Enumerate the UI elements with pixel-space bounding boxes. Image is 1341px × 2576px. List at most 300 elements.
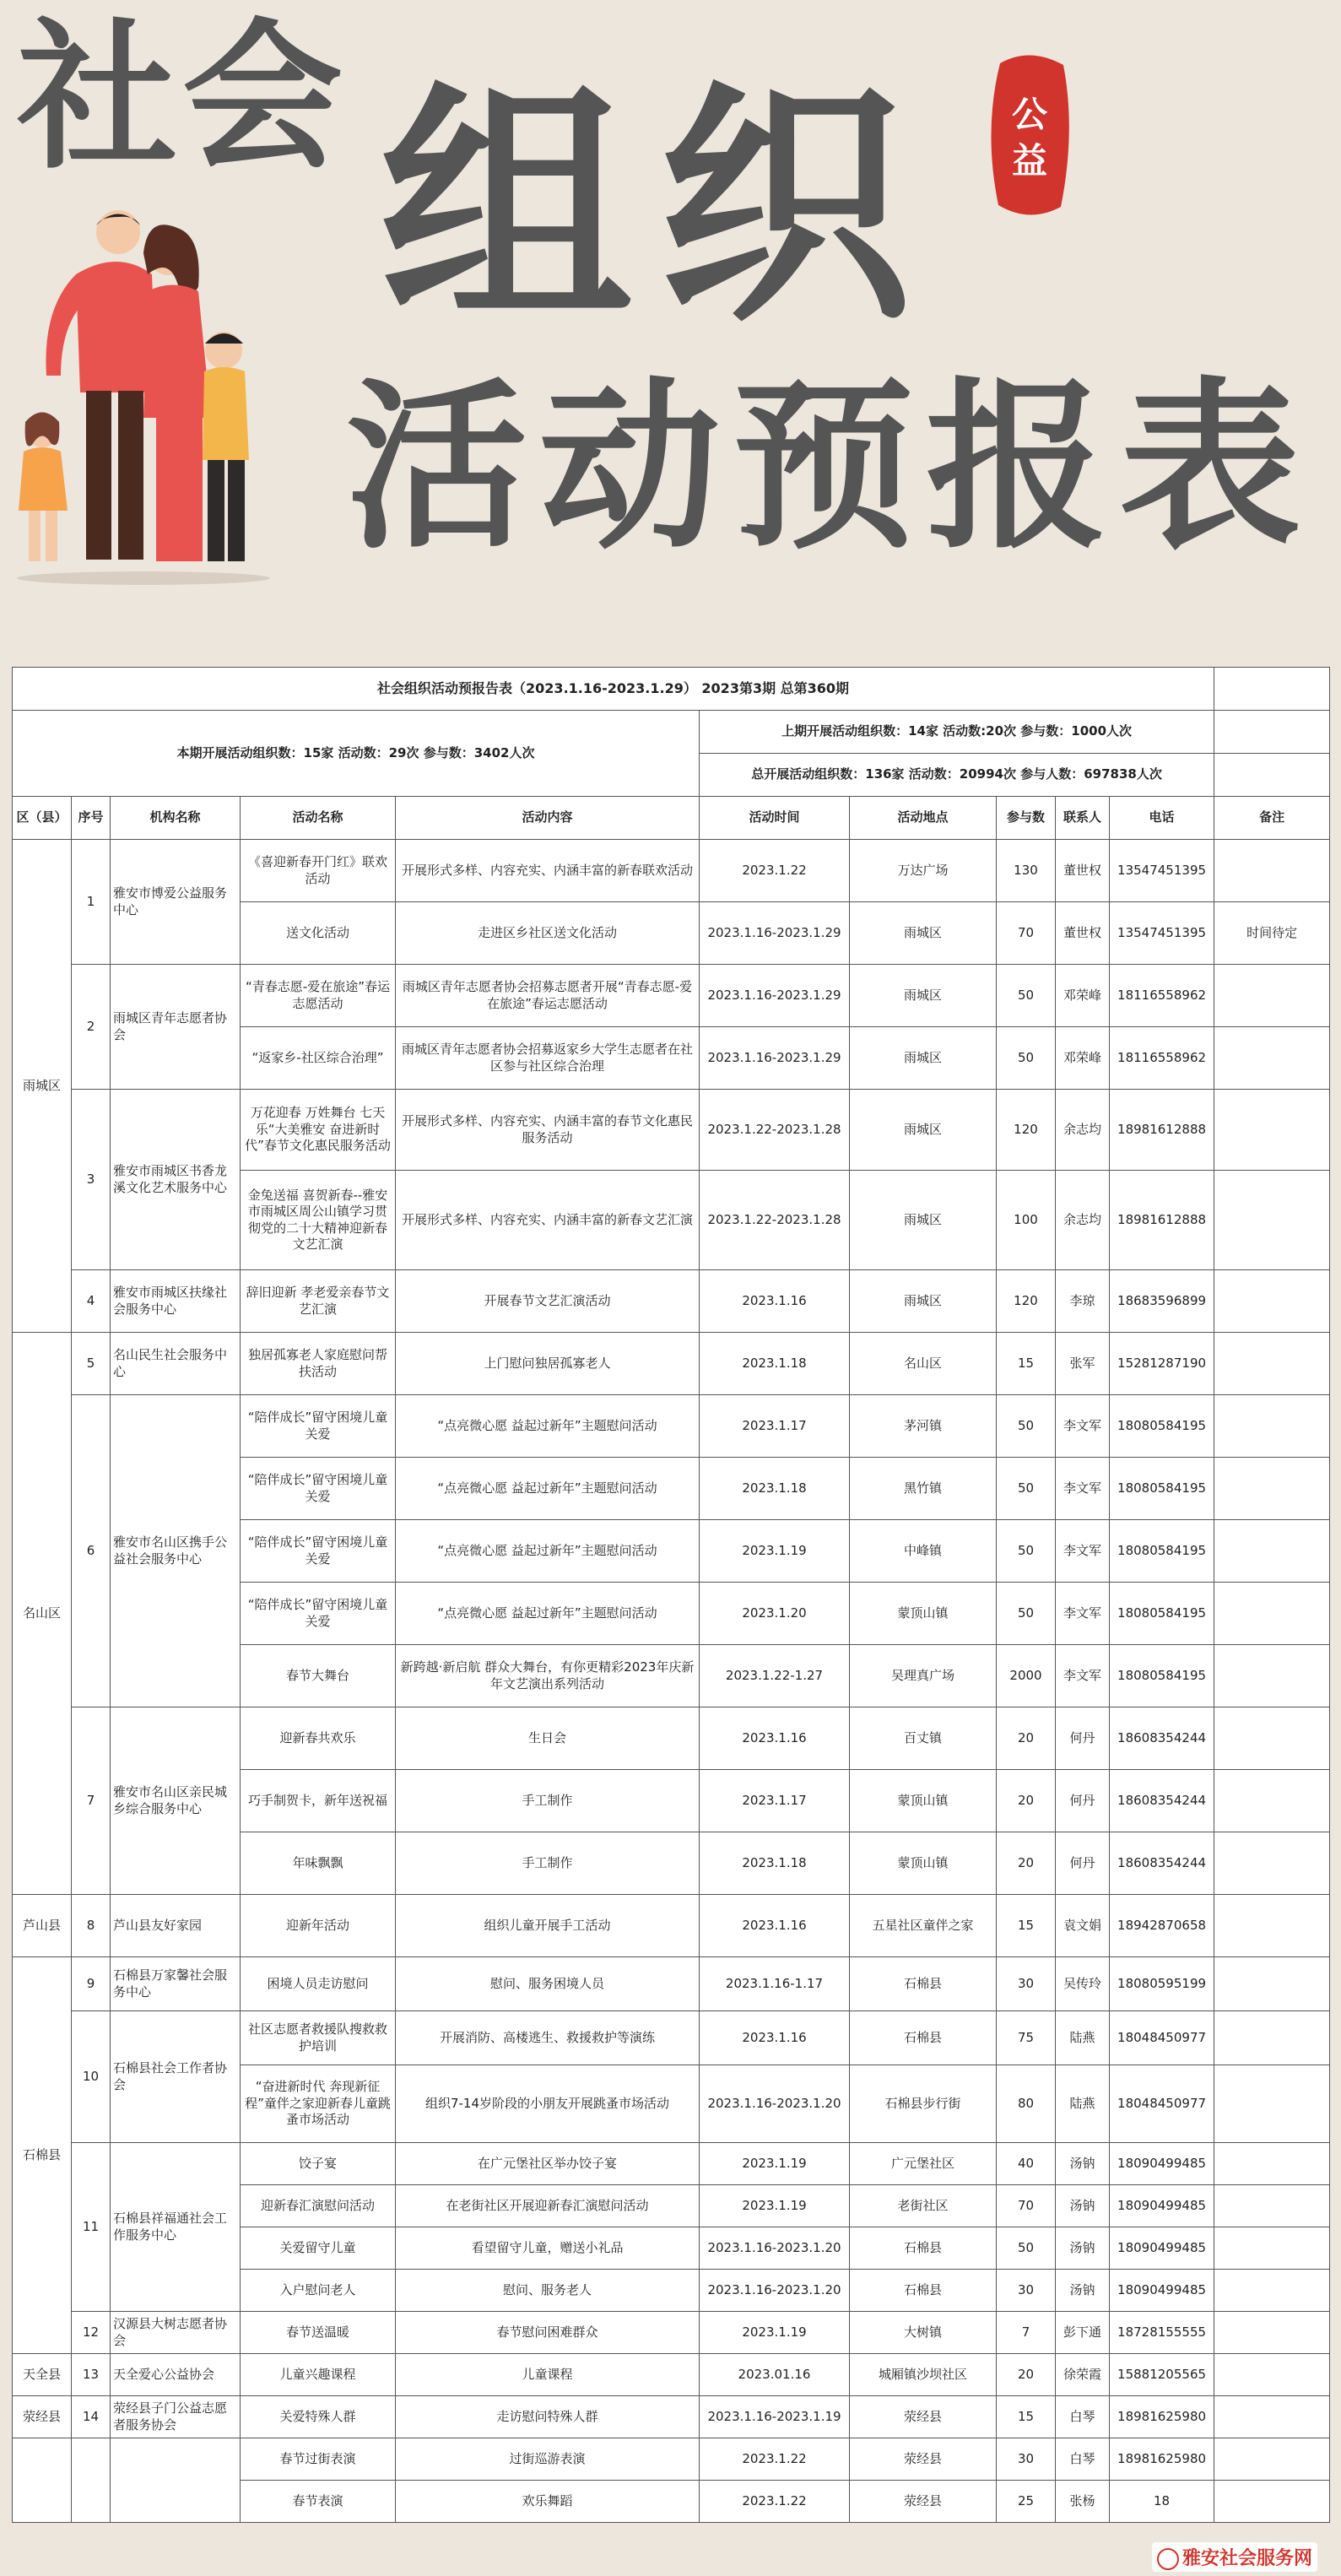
remark: [1214, 1333, 1330, 1395]
organization-name: 石棉县社会工作者协会: [111, 2011, 241, 2143]
phone-number: 18090499485: [1110, 2270, 1214, 2312]
activity-name: 儿童兴趣课程: [241, 2354, 396, 2396]
activity-time: 2023.1.18: [700, 1832, 850, 1895]
activity-name: 金兔送福 喜贺新春--雅安市雨城区周公山镇学习贯彻党的二十大精神迎新春文艺汇演: [241, 1171, 396, 1270]
activity-place: 石棉县步行街: [850, 2065, 997, 2143]
remark: [1214, 2270, 1330, 2312]
organization-name: 雨城区青年志愿者协会: [111, 965, 241, 1090]
organization-name: 名山民生社会服务中心: [111, 1333, 241, 1395]
remark: [1214, 1027, 1330, 1090]
activity-time: 2023.1.19: [700, 2143, 850, 2185]
activity-content: 开展形式多样、内容充实、内涵丰富的新春文艺汇演: [396, 1171, 700, 1270]
activity-time: 2023.1.19: [700, 1520, 850, 1583]
activity-content: 开展消防、高楼逃生、救援救护等演练: [396, 2011, 700, 2065]
activity-time: 2023.1.16-2023.1.29: [700, 902, 850, 965]
serial-number: 6: [72, 1395, 111, 1707]
activity-content: 欢乐舞蹈: [396, 2481, 700, 2523]
serial-number: 10: [72, 2011, 111, 2143]
table-row: [13, 2143, 1330, 2185]
activity-name: “返家乡-社区综合治理”: [241, 1027, 396, 1090]
phone-number: 18608354244: [1110, 1707, 1214, 1770]
activity-place: 荥经县: [850, 2481, 997, 2523]
participant-count: 50: [997, 965, 1056, 1027]
activity-place: 雨城区: [850, 1090, 997, 1171]
phone-number: 18: [1110, 2481, 1214, 2523]
participant-count: 70: [997, 902, 1056, 965]
column-header-row: [13, 797, 1330, 840]
contact-person: 白琴: [1056, 2438, 1110, 2481]
serial-number: 11: [72, 2143, 111, 2312]
activity-name: 饺子宴: [241, 2143, 396, 2185]
summary-blank-cell-2: [1214, 754, 1330, 797]
activity-place: 荥经县: [850, 2438, 997, 2481]
activity-content: 雨城区青年志愿者协会招募志愿者开展“青春志愿-爱在旅途”春运志愿活动: [396, 965, 700, 1027]
contact-person: 吴传玲: [1056, 1957, 1110, 2011]
activity-place: 石棉县: [850, 1957, 997, 2011]
remark: [1214, 1645, 1330, 1707]
phone-number: 18608354244: [1110, 1832, 1214, 1895]
activity-name: “陪伴成长”留守困境儿童关爱: [241, 1520, 396, 1583]
activity-content: 儿童课程: [396, 2354, 700, 2396]
activity-name: 关爱特殊人群: [241, 2396, 396, 2438]
phone-number: 13547451395: [1110, 840, 1214, 902]
serial-number: 12: [72, 2312, 111, 2354]
contact-person: 何丹: [1056, 1770, 1110, 1832]
remark: [1214, 1090, 1330, 1171]
activity-place: 茅河镇: [850, 1395, 997, 1458]
activity-content: “点亮微心愿 益起过新年”主题慰问活动: [396, 1395, 700, 1458]
organization-name: 雅安市名山区亲民城乡综合服务中心: [111, 1707, 241, 1895]
contact-person: 汤钠: [1056, 2227, 1110, 2270]
activity-content: 在老街社区开展迎新春汇演慰问活动: [396, 2185, 700, 2227]
contact-person: 李文军: [1056, 1458, 1110, 1520]
activity-time: 2023.1.16: [700, 1895, 850, 1957]
activity-name: 春节大舞台: [241, 1645, 396, 1707]
activity-time: 2023.1.16-2023.1.29: [700, 1027, 850, 1090]
remark: [1214, 1270, 1330, 1333]
public-welfare-seal: [983, 46, 1076, 224]
participant-count: 15: [997, 2396, 1056, 2438]
activity-content: 走进区乡社区送文化活动: [396, 902, 700, 965]
organization-name: 雅安市博爱公益服务中心: [111, 840, 241, 965]
contact-person: 李文军: [1056, 1520, 1110, 1583]
activity-content: “点亮微心愿 益起过新年”主题慰问活动: [396, 1520, 700, 1583]
phone-number: 18080584195: [1110, 1458, 1214, 1520]
contact-person: 何丹: [1056, 1832, 1110, 1895]
activity-place: 蒙顶山镇: [850, 1770, 997, 1832]
remark: [1214, 2185, 1330, 2227]
serial-number: [72, 2438, 111, 2523]
contact-person: 邓荣峰: [1056, 1027, 1110, 1090]
contact-person: 邓荣峰: [1056, 965, 1110, 1027]
contact-person: 陆燕: [1056, 2065, 1110, 2143]
activity-content: 慰问、服务老人: [396, 2270, 700, 2312]
district-cell: 雨城区: [13, 840, 72, 1333]
organization-name: 雅安市雨城区书香龙溪文化艺术服务中心: [111, 1090, 241, 1270]
contact-person: 董世权: [1056, 902, 1110, 965]
activity-time: 2023.1.22-1.27: [700, 1645, 850, 1707]
last-period-summary: 上期开展活动组织数：14家 活动数:20次 参与数：1000人次: [700, 711, 1214, 754]
phone-number: 18080584195: [1110, 1395, 1214, 1458]
district-cell: 石棉县: [13, 1957, 72, 2354]
participant-count: 7: [997, 2312, 1056, 2354]
contact-person: 张杨: [1056, 2481, 1110, 2523]
table-row: [13, 1895, 1330, 1957]
activity-time: 2023.1.16-1.17: [700, 1957, 850, 2011]
activity-name: 年味飘飘: [241, 1832, 396, 1895]
phone-number: 15881205565: [1110, 2354, 1214, 2396]
activity-place: 石棉县: [850, 2270, 997, 2312]
activity-place: 万达广场: [850, 840, 997, 902]
table-row: [13, 1957, 1330, 2011]
contact-person: 徐荣霞: [1056, 2354, 1110, 2396]
district-cell: 芦山县: [13, 1895, 72, 1957]
col-header-content: 活动内容: [396, 797, 700, 840]
remark: [1214, 2354, 1330, 2396]
remark: [1214, 2438, 1330, 2481]
activity-time: 2023.1.16-2023.1.19: [700, 2396, 850, 2438]
family-illustration: [8, 207, 278, 587]
activity-place: 雨城区: [850, 1027, 997, 1090]
phone-number: 18048450977: [1110, 2065, 1214, 2143]
col-header-no: 序号: [72, 797, 111, 840]
activity-name: “奋进新时代 奔现新征程”童伴之家迎新春儿童跳蚤市场活动: [241, 2065, 396, 2143]
activity-name: 迎新春汇演慰问活动: [241, 2185, 396, 2227]
table-row: [13, 1707, 1330, 1770]
table-row: [13, 1333, 1330, 1395]
activity-place: 广元堡社区: [850, 2143, 997, 2185]
activity-time: 2023.1.16-2023.1.20: [700, 2270, 850, 2312]
activity-place: 城厢镇沙坝社区: [850, 2354, 997, 2396]
participant-count: 120: [997, 1270, 1056, 1333]
remark: [1214, 2065, 1330, 2143]
activity-report-table-wrapper: [12, 667, 1329, 2523]
activity-time: 2023.1.16: [700, 1270, 850, 1333]
contact-person: 何丹: [1056, 1707, 1110, 1770]
svg-text:公: 公: [1011, 94, 1048, 135]
contact-person: 李琼: [1056, 1270, 1110, 1333]
col-header-activity: 活动名称: [241, 797, 396, 840]
phone-number: 18981625980: [1110, 2438, 1214, 2481]
table-row: [13, 2396, 1330, 2438]
district-cell: 荥经县: [13, 2396, 72, 2438]
remark: [1214, 2011, 1330, 2065]
contact-person: 汤钠: [1056, 2270, 1110, 2312]
col-header-org: 机构名称: [111, 797, 241, 840]
table-row: [13, 2312, 1330, 2354]
table-row: [13, 1395, 1330, 1458]
activity-name: 辞旧迎新 孝老爱亲春节文艺汇演: [241, 1270, 396, 1333]
activity-time: 2023.1.22: [700, 2438, 850, 2481]
activity-place: 老街社区: [850, 2185, 997, 2227]
summary-row-1: [13, 711, 1330, 754]
organization-name: 雅安市名山区携手公益社会服务中心: [111, 1395, 241, 1707]
contact-person: 张军: [1056, 1333, 1110, 1395]
table-row: [13, 2011, 1330, 2065]
activity-name: 送文化活动: [241, 902, 396, 965]
activity-time: 2023.1.19: [700, 2312, 850, 2354]
activity-content: 上门慰问独居孤寡老人: [396, 1333, 700, 1395]
organization-name: 汉源县大树志愿者协会: [111, 2312, 241, 2354]
activity-name: 独居孤寡老人家庭慰问帮扶活动: [241, 1333, 396, 1395]
serial-number: 3: [72, 1090, 111, 1270]
poster-header: [0, 0, 1341, 667]
activity-content: 开展形式多样、内容充实、内涵丰富的春节文化惠民服务活动: [396, 1090, 700, 1171]
district-cell: [13, 2438, 72, 2523]
phone-number: 18942870658: [1110, 1895, 1214, 1957]
activity-content: 看望留守儿童，赠送小礼品: [396, 2227, 700, 2270]
col-header-place: 活动地点: [850, 797, 997, 840]
activity-name: 迎新春共欢乐: [241, 1707, 396, 1770]
remark: [1214, 1395, 1330, 1458]
activity-content: 在广元堡社区举办饺子宴: [396, 2143, 700, 2185]
participant-count: 50: [997, 1583, 1056, 1645]
serial-number: 7: [72, 1707, 111, 1895]
activity-content: 开展春节文艺汇演活动: [396, 1270, 700, 1333]
remark: [1214, 965, 1330, 1027]
participant-count: 30: [997, 2270, 1056, 2312]
remark: [1214, 2396, 1330, 2438]
activity-content: 组织7-14岁阶段的小朋友开展跳蚤市场活动: [396, 2065, 700, 2143]
activity-place: 石棉县: [850, 2227, 997, 2270]
activity-time: 2023.1.19: [700, 2185, 850, 2227]
serial-number: 4: [72, 1270, 111, 1333]
contact-person: 袁文娟: [1056, 1895, 1110, 1957]
summary-blank-cell: [1214, 711, 1330, 754]
table-row: [13, 840, 1330, 902]
phone-number: 13547451395: [1110, 902, 1214, 965]
activity-place: 五星社区童伴之家: [850, 1895, 997, 1957]
contact-person: 汤钠: [1056, 2143, 1110, 2185]
activity-name: “青春志愿-爱在旅途”春运志愿活动: [241, 965, 396, 1027]
remark: [1214, 840, 1330, 902]
contact-person: 李文军: [1056, 1583, 1110, 1645]
contact-person: 白琴: [1056, 2396, 1110, 2438]
phone-number: 18981612888: [1110, 1171, 1214, 1270]
participant-count: 2000: [997, 1645, 1056, 1707]
serial-number: 9: [72, 1957, 111, 2011]
activity-place: 大树镇: [850, 2312, 997, 2354]
phone-number: 18116558962: [1110, 965, 1214, 1027]
activity-content: 走访慰问特殊人群: [396, 2396, 700, 2438]
activity-place: 百丈镇: [850, 1707, 997, 1770]
remark: [1214, 1832, 1330, 1895]
site-watermark: [1152, 2542, 1317, 2572]
col-header-district: 区（县）: [13, 797, 72, 840]
activity-place: 雨城区: [850, 1171, 997, 1270]
activity-name: 万花迎春 万姓舞台 七天乐“大美雅安 奋进新时代”春节文化惠民服务活动: [241, 1090, 396, 1171]
activity-name: “陪伴成长”留守困境儿童关爱: [241, 1458, 396, 1520]
phone-number: 18728155555: [1110, 2312, 1214, 2354]
activity-place: 雨城区: [850, 902, 997, 965]
participant-count: 75: [997, 2011, 1056, 2065]
remark: [1214, 1770, 1330, 1832]
remark: [1214, 1520, 1330, 1583]
remark: [1214, 1707, 1330, 1770]
district-cell: 名山区: [13, 1333, 72, 1895]
phone-number: 18981625980: [1110, 2396, 1214, 2438]
organization-name: 石棉县万家馨社会服务中心: [111, 1957, 241, 2011]
col-header-count: 参与数: [997, 797, 1056, 840]
serial-number: 13: [72, 2354, 111, 2396]
col-header-contact: 联系人: [1056, 797, 1110, 840]
remark: [1214, 1583, 1330, 1645]
table-row: [13, 1270, 1330, 1333]
participant-count: 15: [997, 1895, 1056, 1957]
activity-content: 春节慰问困难群众: [396, 2312, 700, 2354]
activity-place: 雨城区: [850, 965, 997, 1027]
activity-place: 雨城区: [850, 1270, 997, 1333]
activity-content: 雨城区青年志愿者协会招募返家乡大学生志愿者在社区参与社区综合治理: [396, 1027, 700, 1090]
participant-count: 50: [997, 2227, 1056, 2270]
organization-name: 荥经县子门公益志愿者服务协会: [111, 2396, 241, 2438]
activity-name: “陪伴成长”留守困境儿童关爱: [241, 1395, 396, 1458]
phone-number: 18608354244: [1110, 1770, 1214, 1832]
activity-place: 黑竹镇: [850, 1458, 997, 1520]
activity-content: 新跨越·新启航 群众大舞台，有你更精彩2023年庆新年文艺演出系列活动: [396, 1645, 700, 1707]
serial-number: 1: [72, 840, 111, 965]
phone-number: 18080584195: [1110, 1583, 1214, 1645]
participant-count: 25: [997, 2481, 1056, 2523]
title-blank-cell: [1214, 668, 1330, 711]
remark: [1214, 1895, 1330, 1957]
participant-count: 70: [997, 2185, 1056, 2227]
activity-content: “点亮微心愿 益起过新年”主题慰问活动: [396, 1458, 700, 1520]
organization-name: 雅安市雨城区扶缘社会服务中心: [111, 1270, 241, 1333]
activity-time: 2023.1.22-2023.1.28: [700, 1171, 850, 1270]
organization-name: [111, 2438, 241, 2523]
activity-place: 蒙顶山镇: [850, 1583, 997, 1645]
participant-count: 100: [997, 1171, 1056, 1270]
activity-time: 2023.1.16: [700, 1707, 850, 1770]
phone-number: 15281287190: [1110, 1333, 1214, 1395]
contact-person: 余志均: [1056, 1090, 1110, 1171]
serial-number: 2: [72, 965, 111, 1090]
activity-time: 2023.1.22-2023.1.28: [700, 1090, 850, 1171]
contact-person: 汤钠: [1056, 2185, 1110, 2227]
participant-count: 130: [997, 840, 1056, 902]
activity-time: 2023.1.16: [700, 2011, 850, 2065]
activity-report-table: [12, 667, 1330, 2523]
activity-content: 生日会: [396, 1707, 700, 1770]
participant-count: 30: [997, 1957, 1056, 2011]
activity-name: 入户慰问老人: [241, 2270, 396, 2312]
activity-time: 2023.1.22: [700, 2481, 850, 2523]
activity-place: 名山区: [850, 1333, 997, 1395]
heart-logo-icon: [1157, 2548, 1179, 2570]
remark: [1214, 2143, 1330, 2185]
phone-number: 18080584195: [1110, 1520, 1214, 1583]
col-header-phone: 电话: [1110, 797, 1214, 840]
table-row: [13, 2438, 1330, 2481]
activity-time: 2023.1.16-2023.1.20: [700, 2065, 850, 2143]
activity-time: 2023.1.16-2023.1.20: [700, 2227, 850, 2270]
activity-time: 2023.1.18: [700, 1333, 850, 1395]
activity-time: 2023.1.17: [700, 1770, 850, 1832]
activity-place: 石棉县: [850, 2011, 997, 2065]
title-line-3: 活动预报表: [346, 360, 1312, 573]
activity-name: 困境人员走访慰问: [241, 1957, 396, 2011]
participant-count: 40: [997, 2143, 1056, 2185]
activity-content: 手工制作: [396, 1770, 700, 1832]
activity-place: 荥经县: [850, 2396, 997, 2438]
phone-number: 18090499485: [1110, 2143, 1214, 2185]
participant-count: 15: [997, 1333, 1056, 1395]
activity-content: 手工制作: [396, 1832, 700, 1895]
contact-person: 李文军: [1056, 1395, 1110, 1458]
activity-time: 2023.1.22: [700, 840, 850, 902]
district-cell: 天全县: [13, 2354, 72, 2396]
phone-number: 18116558962: [1110, 1027, 1214, 1090]
contact-person: 彭下通: [1056, 2312, 1110, 2354]
phone-number: 18080595199: [1110, 1957, 1214, 2011]
activity-time: 2023.01.16: [700, 2354, 850, 2396]
activity-name: 春节表演: [241, 2481, 396, 2523]
svg-text:益: 益: [1011, 140, 1048, 181]
participant-count: 20: [997, 2354, 1056, 2396]
remark: [1214, 1171, 1330, 1270]
table-row: [13, 1090, 1330, 1171]
activity-name: 巧手制贺卡，新年送祝福: [241, 1770, 396, 1832]
phone-number: 18048450977: [1110, 2011, 1214, 2065]
contact-person: 李文军: [1056, 1645, 1110, 1707]
participant-count: 50: [997, 1520, 1056, 1583]
activity-content: 过街巡游表演: [396, 2438, 700, 2481]
table-row: [13, 2354, 1330, 2396]
participant-count: 20: [997, 1707, 1056, 1770]
contact-person: 余志均: [1056, 1171, 1110, 1270]
activity-name: 迎新年活动: [241, 1895, 396, 1957]
phone-number: 18981612888: [1110, 1090, 1214, 1171]
activity-content: 开展形式多样、内容充实、内涵丰富的新春联欢活动: [396, 840, 700, 902]
participant-count: 50: [997, 1027, 1056, 1090]
organization-name: 石棉县祥福通社会工作服务中心: [111, 2143, 241, 2312]
participant-count: 80: [997, 2065, 1056, 2143]
serial-number: 5: [72, 1333, 111, 1395]
activity-place: 中峰镇: [850, 1520, 997, 1583]
watermark-text: 雅安社会服务网: [1182, 2548, 1313, 2569]
activity-time: 2023.1.18: [700, 1458, 850, 1520]
participant-count: 20: [997, 1770, 1056, 1832]
remark: [1214, 2312, 1330, 2354]
col-header-time: 活动时间: [700, 797, 850, 840]
current-summary: 本期开展活动组织数：15家 活动数：29次 参与数：3402人次: [13, 711, 700, 797]
phone-number: 18080584195: [1110, 1645, 1214, 1707]
activity-content: “点亮微心愿 益起过新年”主题慰问活动: [396, 1583, 700, 1645]
activity-name: 春节送温暖: [241, 2312, 396, 2354]
activity-time: 2023.1.20: [700, 1583, 850, 1645]
title-line-2: 组织: [380, 57, 937, 355]
activity-place: 吴理真广场: [850, 1645, 997, 1707]
phone-number: 18683596899: [1110, 1270, 1214, 1333]
organization-name: 天全爱心公益协会: [111, 2354, 241, 2396]
serial-number: 14: [72, 2396, 111, 2438]
remark: [1214, 2227, 1330, 2270]
col-header-note: 备注: [1214, 797, 1330, 840]
remark: 时间待定: [1214, 902, 1330, 965]
serial-number: 8: [72, 1895, 111, 1957]
activity-name: 《喜迎新春开门红》联欢活动: [241, 840, 396, 902]
contact-person: 陆燕: [1056, 2011, 1110, 2065]
remark: [1214, 1458, 1330, 1520]
title-line-1: 社会: [17, 3, 349, 191]
participant-count: 50: [997, 1395, 1056, 1458]
phone-number: 18090499485: [1110, 2185, 1214, 2227]
table-title-row: [13, 668, 1330, 711]
activity-place: 蒙顶山镇: [850, 1832, 997, 1895]
participant-count: 50: [997, 1458, 1056, 1520]
table-title: 社会组织活动预报告表（2023.1.16-2023.1.29） 2023第3期 总第360期: [13, 668, 1214, 711]
